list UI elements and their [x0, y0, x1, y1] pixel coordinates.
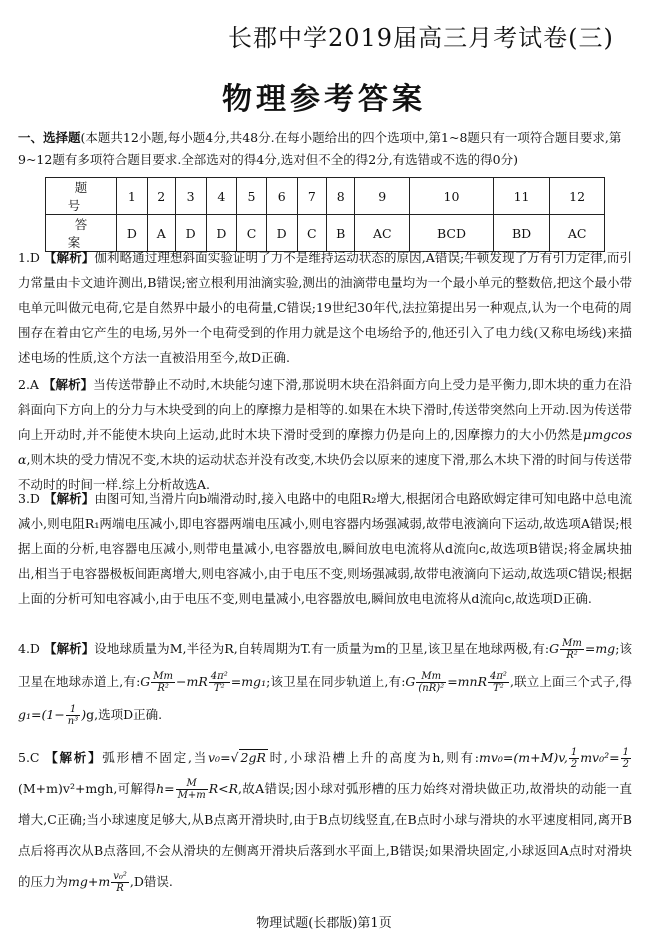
answer-item-1 — [18, 245, 632, 370]
table-row-numbers — [46, 178, 605, 215]
answer-table — [45, 177, 605, 252]
item-text: ,D错误. — [129, 874, 173, 889]
page-title: 物理参考答案 — [222, 82, 426, 117]
item-text: ;该卫星在地球赤道上,有: — [18, 641, 632, 689]
table-cell: 11 — [493, 178, 549, 215]
table-cell: D — [117, 215, 148, 252]
row-label-number: 题 号 — [46, 178, 117, 215]
answer-item-2 — [18, 372, 632, 497]
section-text: (本题共12小题,每小题4分,共48分.在每小题给出的四个选项中,第1~8题只有一项符合题目要求,第9~12题有多项符合题目要求.全部选对的得4分,选对但不全的得2分,有选错或不选的得0分) — [18, 130, 622, 167]
item-text: ,故A错误;因小球对弧形槽的压力始终对滑块做正功,故滑块的动能一直增大,C正确;当小球速度足够大,从B点离开滑块时,由于B点切线竖直,在B点时小球与滑块的水平速度相同,离开B点后将再次从B点落回,不会从滑块的左侧离开滑块后落到水平面上,B错误;如果滑块固定,小球返回A点时对滑块的压力为 — [18, 781, 632, 889]
item-text: g,选项D正确. — [86, 707, 163, 722]
table-cell: A — [147, 215, 175, 252]
table-cell: BD — [493, 215, 549, 252]
item-text: ,则木块的受力情况不变,木块的运动状态并没有改变,木块仍会以原来的速度下滑,那么木块下滑的时间与传送带不动时的时间一样.综上分析故选A. — [18, 452, 632, 492]
item-text: 弧形槽不固定,当 — [102, 750, 208, 765]
exam-title: 长郡中学2019届高三月考试卷(三) — [228, 24, 614, 52]
item-formula: h= $\frac{M}{M+m}$ R<R — [156, 778, 239, 801]
row-label-answer: 答 案 — [46, 215, 117, 252]
item-tag: 【解析】 — [44, 641, 95, 656]
item-formula: G $\frac{Mm}{\text{(nR)²}}$ =mnR $\frac{\text{4π²}}{\text{T²}}$ — [405, 671, 507, 694]
item-text: ,联立上面三个式子,得 — [509, 674, 632, 689]
item-tag: 【解析】 — [44, 250, 95, 265]
table-cell: 3 — [175, 178, 206, 215]
table-cell: D — [175, 215, 206, 252]
item-text: 设地球质量为M,半径为R,自转周期为T.有一质量为m的卫星,该卫星在地球两极,有: — [94, 641, 550, 656]
item-number: 2.A — [18, 377, 39, 392]
table-cell: C — [297, 215, 327, 252]
item-formula: mg+m $\frac{\text{v₀²}}{R}$ — [68, 871, 127, 894]
table-cell: B — [327, 215, 355, 252]
table-cell: 6 — [266, 178, 297, 215]
answer-item-5 — [18, 742, 632, 897]
table-cell: 7 — [297, 178, 327, 215]
item-number: 1.D — [18, 250, 40, 265]
item-text: (M+m)v²+mgh,可解得 — [18, 781, 157, 796]
item-text: 当传送带静止不动时,木块能匀速下滑,那说明木块在沿斜面方向上受力是平衡力,即木块的重力在沿斜面向下方向上的分力与木块受到的向上的摩擦力是相等的.如果在木块下滑时,传送带突然向上开动.因为传送带向上开动时,并不能使木块向上运动,此时木块下滑时受到的摩擦力仍是向上的,因摩擦力的大小仍然是 — [18, 377, 632, 442]
table-cell: 9 — [355, 178, 410, 215]
item-tag: 【解析】 — [45, 750, 103, 765]
item-text: 由图可知,当滑片向b端滑动时,接入电路中的电阻R₂增大,根据闭合电路欧姆定律可知电路中总电流减小,则电阻R₁两端电压减小,即电容器两端电压减小,则电容器内场强减弱,故带电液滴向下运动,故选项A错误;根据上面的分析,电容器电压减小,则带电量减小,电容器放电,瞬间放电电流将从d流向c,故选项B错误;将金属块抽出,相当于电容器极板间距离增大,则电容减小,由于电压不变,则场强减弱,故带电液滴向下运动,故选项C错误;根据上面的分析可知电容减小,由于电压不变,则电量减小,电容器放电,瞬间放电电流将从d流向c,故选项D正确. — [18, 491, 632, 606]
section-label: 一、选择题 — [18, 130, 81, 145]
table-cell: C — [237, 215, 267, 252]
table-cell: 4 — [206, 178, 237, 215]
page-footer: 物理试题(长郡版)第1页 — [256, 916, 392, 931]
item-text: 伽利略通过理想斜面实验证明了力不是维持运动状态的原因,A错误;牛顿发现了万有引力定律,而引力常量由卡文迪许测出,B错误;密立根利用油滴实验,测出的油滴带电量均为一个最小单元的整数倍,把这个最小带电单元叫做元电荷,它是自然界中最小的电荷量,C错误;19世纪30年代,法拉第提出另一种观点,认为一个电荷的周围存在着由它产生的电场,另外一个电荷受到的作用力就是这个电场给予的,他还引入了电力线(又称电场线)来描述电场的性质,这个方法一直被沿用至今,故D正确. — [18, 250, 632, 365]
item-number: 4.D — [18, 641, 40, 656]
table-cell: 10 — [410, 178, 494, 215]
item-tag: 【解析】 — [44, 491, 95, 506]
section-instructions — [18, 127, 630, 171]
table-cell: 12 — [550, 178, 605, 215]
item-formula: μmgcos α — [18, 427, 632, 467]
table-cell: D — [206, 215, 237, 252]
item-tag: 【解析】 — [43, 377, 94, 392]
item-number: 3.D — [18, 491, 40, 506]
answer-item-3 — [18, 486, 632, 611]
answer-item-4 — [18, 632, 632, 731]
table-cell: 1 — [117, 178, 148, 215]
item-formula: g₁=(1− $\frac{1}{\text{n³}}$ ) — [18, 704, 87, 727]
item-text: ;该卫星在同步轨道上,有: — [266, 674, 406, 689]
table-cell: 8 — [327, 178, 355, 215]
table-cell: D — [266, 215, 297, 252]
table-cell: 5 — [237, 178, 267, 215]
item-formula: G $\frac{Mm}{\text{R²}}$ −mR $\frac{\text{4π²}}{\text{T²}}$ =mg₁ — [140, 671, 267, 694]
item-formula: G $\frac{Mm}{\text{R²}}$ =mg — [549, 638, 616, 661]
table-cell: 2 — [147, 178, 175, 215]
table-cell: BCD — [410, 215, 494, 252]
item-formula: v₀=√ 2gR — [208, 750, 266, 765]
item-number: 5.C — [18, 750, 40, 765]
item-text: 时,小球沿槽上升的高度为h,则有: — [267, 750, 479, 765]
item-formula: mv₀=(m+M)v, $\frac{1}{2}$ mv₀²= $\frac{1}{2}$ — [478, 747, 629, 770]
table-cell: AC — [550, 215, 605, 252]
table-cell: AC — [355, 215, 410, 252]
